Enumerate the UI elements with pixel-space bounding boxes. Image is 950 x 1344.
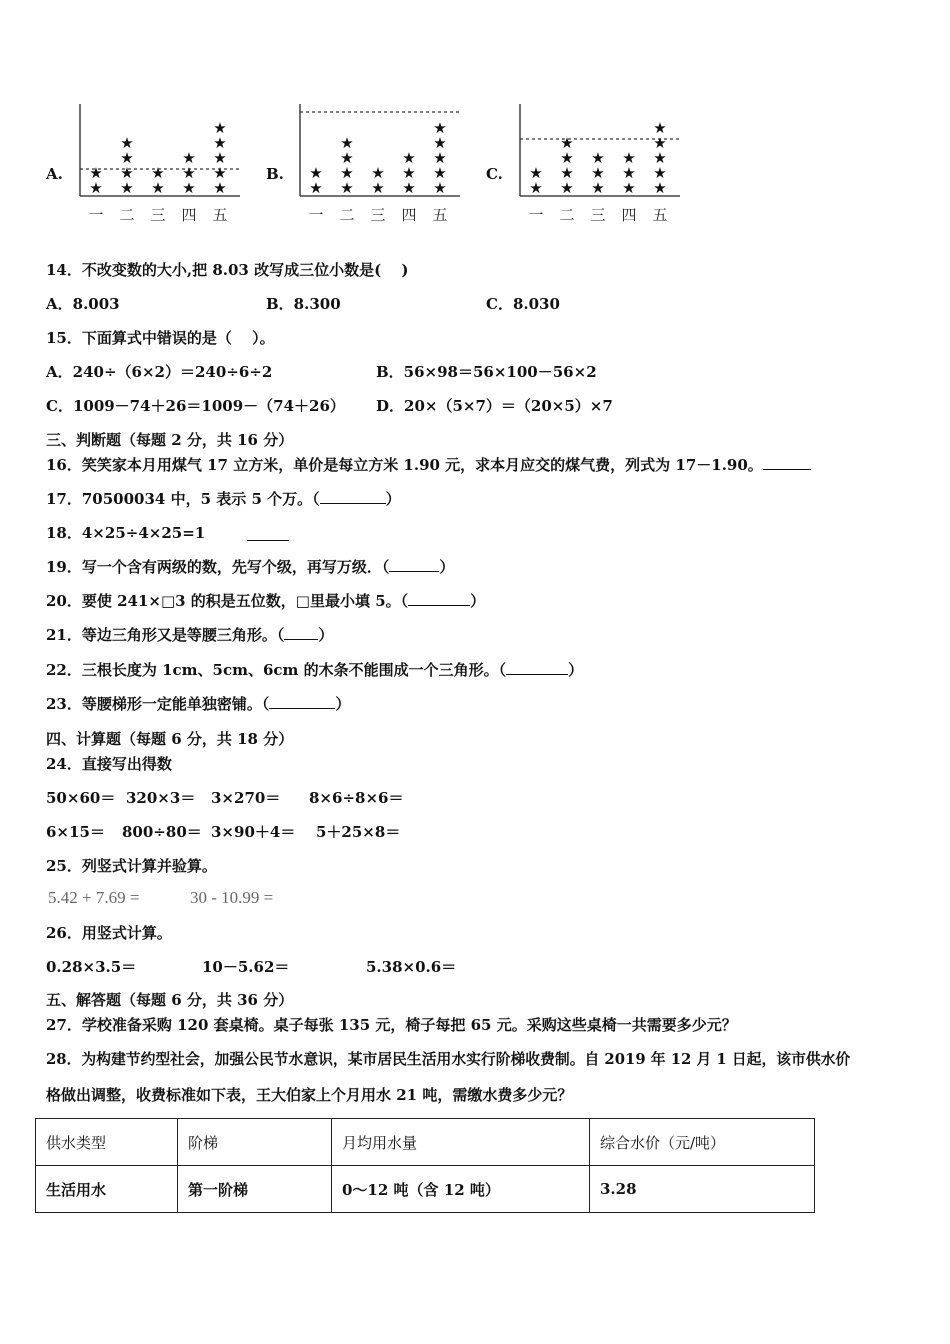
star-mark: ★ xyxy=(340,134,354,152)
star-mark: ★ xyxy=(433,149,447,167)
q25-item-2: 30 - 10.99 = xyxy=(190,888,274,907)
star-mark: ★ xyxy=(151,164,165,182)
table-cell: 第一阶梯 xyxy=(178,1166,332,1213)
q22-close-paren: ） xyxy=(568,661,584,679)
star-mark: ★ xyxy=(182,149,196,167)
star-mark: ★ xyxy=(622,179,636,197)
q21-answer-blank[interactable] xyxy=(284,625,318,640)
category-label: 三 xyxy=(590,206,606,224)
star-mark: ★ xyxy=(213,149,227,167)
category-label: 四 xyxy=(181,206,197,224)
star-mark: ★ xyxy=(151,179,165,197)
q16-text: 16．笑笑家本月用煤气 17 立方米，单价是每立方米 1.90 元，求本月应交的煤气费，列式为 17－1.90。 xyxy=(46,456,763,474)
q17-text: 17．70500034 中，5 表示 5 个万。（ xyxy=(46,490,320,508)
star-mark: ★ xyxy=(402,149,416,167)
q19-close-paren: ） xyxy=(439,558,455,576)
q20-text: 20．要使 241×□3 的积是五位数，□里最小填 5。（ xyxy=(46,592,409,610)
star-mark: ★ xyxy=(120,149,134,167)
q23-text: 23．等腰梯形一定能单独密铺。（ xyxy=(46,695,270,713)
q24-r1-3: 3×270＝ xyxy=(211,789,281,807)
q16-answer-blank[interactable] xyxy=(763,455,811,470)
q26-stem: 26．用竖式计算。 xyxy=(46,924,172,942)
star-mark: ★ xyxy=(560,179,574,197)
q27: 27．学校准备采购 120 套桌椅。桌子每张 135 元，椅子每把 65 元。采购这些桌椅一共需要多少元？ xyxy=(46,1016,737,1034)
star-mark: ★ xyxy=(560,134,574,152)
category-label: 二 xyxy=(559,206,575,224)
category-label: 一 xyxy=(88,206,104,224)
q15-option-c[interactable]: C．1009－74＋26＝1009－（74＋26） xyxy=(46,397,345,415)
star-mark: ★ xyxy=(591,149,605,167)
star-mark: ★ xyxy=(340,149,354,167)
star-mark: ★ xyxy=(653,149,667,167)
q24-r2-3: 3×90＋4＝ xyxy=(211,823,296,841)
q16 xyxy=(46,455,811,475)
star-mark: ★ xyxy=(402,164,416,182)
q26-item-1: 0.28×3.5＝ xyxy=(46,958,137,976)
q22 xyxy=(46,660,583,680)
q23 xyxy=(46,694,350,714)
q24-r2-2: 800÷80＝ xyxy=(122,823,202,841)
q24-r2-1: 6×15＝ xyxy=(46,823,105,841)
q17 xyxy=(46,489,401,509)
star-mark: ★ xyxy=(622,149,636,167)
category-label: 二 xyxy=(339,206,355,224)
category-label: 四 xyxy=(401,206,417,224)
star-mark: ★ xyxy=(433,134,447,152)
q22-answer-blank[interactable] xyxy=(506,660,568,675)
q24-r1-2: 320×3＝ xyxy=(126,789,196,807)
q14-option-c[interactable]: C．8.030 xyxy=(486,295,560,313)
table-header-cell: 月均用水量 xyxy=(332,1119,590,1166)
category-label: 四 xyxy=(621,206,637,224)
q15-stem: 15．下面算式中错误的是（ ）。 xyxy=(46,329,275,347)
star-mark: ★ xyxy=(213,179,227,197)
q26-item-2: 10－5.62＝ xyxy=(202,958,290,976)
q20-answer-blank[interactable] xyxy=(408,591,470,606)
star-mark: ★ xyxy=(529,164,543,182)
water-price-table xyxy=(35,1118,815,1213)
q15-option-a[interactable]: A．240÷（6×2）＝240÷6÷2 xyxy=(46,363,273,381)
q21 xyxy=(46,625,333,645)
q28-line-1: 28．为构建节约型社会，加强公民节水意识，某市居民生活用水实行阶梯收费制。自 2019 年 12 月 1 日起，该市供水价 xyxy=(46,1051,851,1068)
star-mark: ★ xyxy=(340,179,354,197)
q19-answer-blank[interactable] xyxy=(389,557,439,572)
star-mark: ★ xyxy=(120,134,134,152)
star-mark: ★ xyxy=(433,164,447,182)
table-header-cell: 阶梯 xyxy=(178,1119,332,1166)
star-mark: ★ xyxy=(309,179,323,197)
section-3-heading: 三、判断题（每题 2 分，共 16 分） xyxy=(46,431,294,449)
star-mark: ★ xyxy=(560,149,574,167)
category-label: 五 xyxy=(652,206,668,224)
category-label: 一 xyxy=(528,206,544,224)
q28-line-2: 格做出调整，收费标准如下表，王大伯家上个月用水 21 吨，需缴水费多少元？ xyxy=(46,1086,573,1104)
q21-text: 21．等边三角形又是等腰三角形。（ xyxy=(46,626,285,644)
q15-option-d[interactable]: D．20×（5×7）＝（20×5）×7 xyxy=(376,397,613,415)
chart-b xyxy=(290,100,470,228)
q25-stem: 25．列竖式计算并验算。 xyxy=(46,857,217,875)
category-label: 五 xyxy=(212,206,228,224)
table-header-cell: 供水类型 xyxy=(36,1119,178,1166)
table-cell: 3.28 xyxy=(590,1166,815,1213)
table-cell: 生活用水 xyxy=(36,1166,178,1213)
q14-option-b[interactable]: B．8.300 xyxy=(266,295,341,313)
chart-c xyxy=(510,100,690,228)
star-mark: ★ xyxy=(371,164,385,182)
section-4-heading: 四、计算题（每题 6 分，共 18 分） xyxy=(46,730,294,748)
q19-text: 19．写一个含有两级的数，先写个级，再写万级．（ xyxy=(46,558,390,576)
star-mark: ★ xyxy=(653,179,667,197)
star-mark: ★ xyxy=(89,179,103,197)
star-mark: ★ xyxy=(653,119,667,137)
category-label: 三 xyxy=(370,206,386,224)
q20 xyxy=(46,591,485,611)
q14-option-a[interactable]: A．8.003 xyxy=(46,295,120,313)
star-mark: ★ xyxy=(529,179,543,197)
q17-answer-blank[interactable] xyxy=(320,489,386,504)
q18-text: 18．4×25÷4×25=1 xyxy=(46,524,206,542)
chart-b-label: B. xyxy=(266,165,284,183)
star-mark: ★ xyxy=(89,164,103,182)
star-mark: ★ xyxy=(433,119,447,137)
category-label: 一 xyxy=(308,206,324,224)
q22-text: 22．三根长度为 1cm、5cm、6cm 的木条不能围成一个三角形。（ xyxy=(46,661,507,679)
star-mark: ★ xyxy=(213,134,227,152)
chart-c-label: C. xyxy=(486,165,503,183)
q24-stem: 24．直接写出得数 xyxy=(46,755,172,773)
q14-stem: 14．不改变数的大小,把 8.03 改写成三位小数是( ) xyxy=(46,261,409,279)
q26-item-3: 5.38×0.6＝ xyxy=(366,958,457,976)
chart-a-label: A. xyxy=(46,165,63,183)
star-mark: ★ xyxy=(213,119,227,137)
category-label: 五 xyxy=(432,206,448,224)
q15-option-b[interactable]: B．56×98＝56×100－56×2 xyxy=(376,363,597,381)
star-mark: ★ xyxy=(120,179,134,197)
star-mark: ★ xyxy=(591,164,605,182)
q18 xyxy=(46,523,205,543)
q20-close-paren: ） xyxy=(470,592,486,610)
star-mark: ★ xyxy=(309,164,323,182)
star-mark: ★ xyxy=(182,164,196,182)
table-row xyxy=(36,1166,815,1213)
star-mark: ★ xyxy=(182,179,196,197)
star-mark: ★ xyxy=(402,179,416,197)
star-mark: ★ xyxy=(622,164,636,182)
star-mark: ★ xyxy=(433,179,447,197)
table-cell: 0～12 吨（含 12 吨） xyxy=(332,1166,590,1213)
q25-item-1: 5.42 + 7.69 = xyxy=(48,888,140,907)
chart-a xyxy=(70,100,250,228)
category-label: 二 xyxy=(119,206,135,224)
star-mark: ★ xyxy=(560,164,574,182)
star-mark: ★ xyxy=(120,164,134,182)
q24-r1-1: 50×60＝ xyxy=(46,789,116,807)
star-mark: ★ xyxy=(213,164,227,182)
table-header-row xyxy=(36,1119,815,1166)
q21-close-paren: ） xyxy=(318,626,334,644)
star-mark: ★ xyxy=(653,164,667,182)
star-mark: ★ xyxy=(653,134,667,152)
section-5-heading: 五、解答题（每题 6 分，共 36 分） xyxy=(46,991,294,1009)
table-header-cell: 综合水价（元/吨） xyxy=(590,1119,815,1166)
category-label: 三 xyxy=(150,206,166,224)
star-mark: ★ xyxy=(591,179,605,197)
q18-answer-blank[interactable] xyxy=(247,526,289,541)
q23-answer-blank[interactable] xyxy=(269,694,335,709)
q19 xyxy=(46,557,454,577)
star-mark: ★ xyxy=(371,179,385,197)
q24-r1-4: 8×6÷8×6＝ xyxy=(309,789,404,807)
q23-close-paren: ） xyxy=(335,695,351,713)
star-mark: ★ xyxy=(340,164,354,182)
q24-r2-4: 5＋25×8＝ xyxy=(316,823,401,841)
q17-close-paren: ） xyxy=(385,490,401,508)
